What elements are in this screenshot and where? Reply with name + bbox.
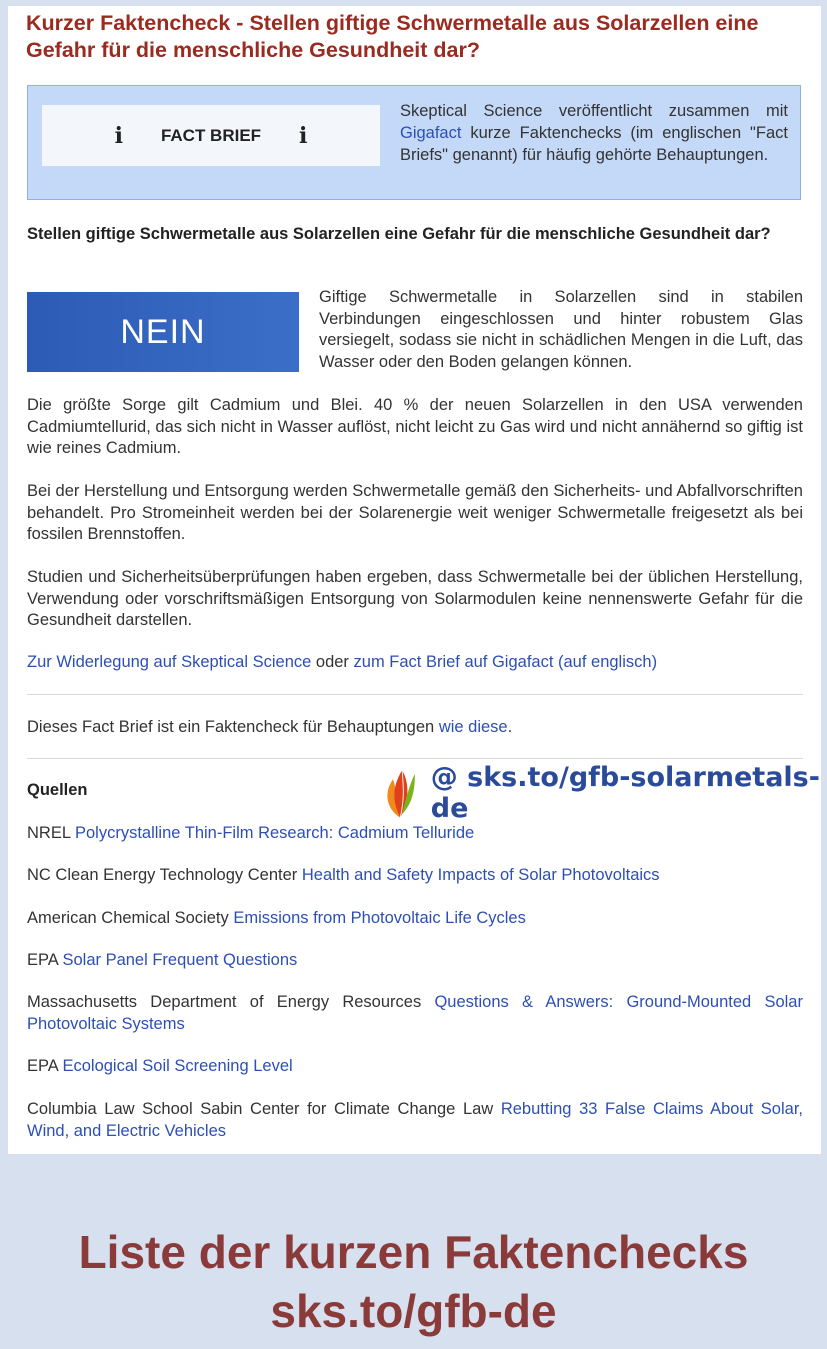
- claim-question: Stellen giftige Schwermetalle aus Solarzellen eine Gefahr für die menschliche Gesundheit dar?: [27, 225, 771, 243]
- source-item: NC Clean Energy Technology Center Health and Safety Impacts of Solar Photovoltaics: [27, 866, 660, 884]
- claims-line: Dieses Fact Brief ist ein Faktencheck für Behauptungen wie diese.: [27, 718, 513, 736]
- info-icon: i: [299, 122, 308, 149]
- paragraph-cadmium: Die größte Sorge gilt Cadmium und Blei. 40 % der neuen Solarzellen in den USA verwenden Cadmiumtellurid, das sich nicht in Wasser auflöst, nicht leicht zu Gas wird und nicht annähernd so giftig ist wie reines Cadmium.: [27, 396, 803, 457]
- source-link[interactable]: Emissions from Photovoltaic Life Cycles: [233, 909, 526, 927]
- fact-brief-label: FACT BRIEF: [160, 125, 262, 145]
- reference-links: Zur Widerlegung auf Skeptical Science oder zum Fact Brief auf Gigafact (auf englisch): [27, 653, 658, 671]
- source-link[interactable]: Questions & Answers: Ground-Mounted Solar Photovoltaic Systems: [27, 993, 803, 1033]
- source-item: EPA Solar Panel Frequent Questions: [27, 951, 298, 969]
- footer-short-link[interactable]: sks.to/gfb-de: [270, 1285, 557, 1337]
- skeptical-science-link[interactable]: Zur Widerlegung auf Skeptical Science: [27, 653, 312, 671]
- source-item: American Chemical Society Emissions from Photovoltaic Life Cycles: [27, 909, 526, 927]
- fact-brief-card: [8, 6, 821, 1154]
- paragraph-disposal: Bei der Herstellung und Entsorgung werden Schwermetalle gemäß den Sicherheits- und Abfallvorschriften behandelt. Pro Stromeinheit werden bei der Solarenergie weit weniger Schwermetalle freigesetzt als bei fossilen Brennstoffen.: [27, 482, 803, 543]
- gigafact-fact-brief-link[interactable]: zum Fact Brief auf Gigafact (auf englisch): [353, 653, 658, 671]
- page-title: Kurzer Faktencheck - Stellen giftige Schwermetalle aus Solarzellen eine Gefahr für die menschliche Gesundheit dar?: [26, 11, 759, 62]
- fact-brief-logo: [42, 105, 380, 166]
- gigafact-link[interactable]: Gigafact: [400, 124, 462, 142]
- intro-text: Skeptical Science veröffentlicht zusammen mit Gigafact kurze Faktenchecks (im englischen "Fact Briefs" genannt) für häufig gehörte Behauptungen.: [400, 102, 788, 164]
- info-icon: i: [114, 122, 123, 149]
- short-link-text[interactable]: @ sks.to/gfb-solarmetals-de: [430, 762, 820, 824]
- intro-box: [27, 85, 801, 200]
- source-item: Massachusetts Department of Energy Resources Questions & Answers: Ground-Mounted Solar Photovoltaic Systems: [27, 993, 803, 1033]
- source-item: Columbia Law School Sabin Center for Climate Change Law Rebutting 33 False Claims About Solar, Wind, and Electric Vehicles: [27, 1100, 803, 1140]
- source-link[interactable]: Solar Panel Frequent Questions: [62, 951, 298, 969]
- source-item: NREL Polycrystalline Thin-Film Research: Cadmium Telluride: [27, 824, 475, 842]
- verdict-banner: NEIN: [27, 292, 299, 372]
- source-item: EPA Ecological Soil Screening Level: [27, 1057, 293, 1075]
- paragraph-studies: Studien und Sicherheitsüberprüfungen haben ergeben, dass Schwermetalle bei der üblichen Herstellung, Verwendung oder vorschriftsmäßigen Entsorgung von Solarmodulen keine nennenswerte Gefahr für die Gesundheit darstellen.: [27, 568, 803, 629]
- source-link[interactable]: Rebutting 33 False Claims About Solar, Wind, and Electric Vehicles: [27, 1100, 803, 1140]
- verdict-text: Giftige Schwermetalle in Solarzellen sind in stabilen Verbindungen eingeschlossen und hinter robustem Glas versiegelt, sodass sie nicht in schädlichen Mengen in die Luft, das Wasser oder den Boden gelangen können.: [319, 288, 803, 371]
- sources-heading: Quellen: [27, 781, 88, 799]
- source-link[interactable]: Ecological Soil Screening Level: [62, 1057, 293, 1075]
- divider: [27, 694, 803, 695]
- short-link: [382, 762, 821, 824]
- source-link[interactable]: Health and Safety Impacts of Solar Photovoltaics: [301, 866, 660, 884]
- source-link[interactable]: Polycrystalline Thin-Film Research: Cadmium Telluride: [75, 824, 475, 842]
- divider: [27, 758, 803, 759]
- sks-leaf-logo-icon: [382, 764, 417, 822]
- footer-title: Liste der kurzen Faktenchecks: [78, 1226, 749, 1278]
- claims-link[interactable]: wie diese: [438, 718, 508, 736]
